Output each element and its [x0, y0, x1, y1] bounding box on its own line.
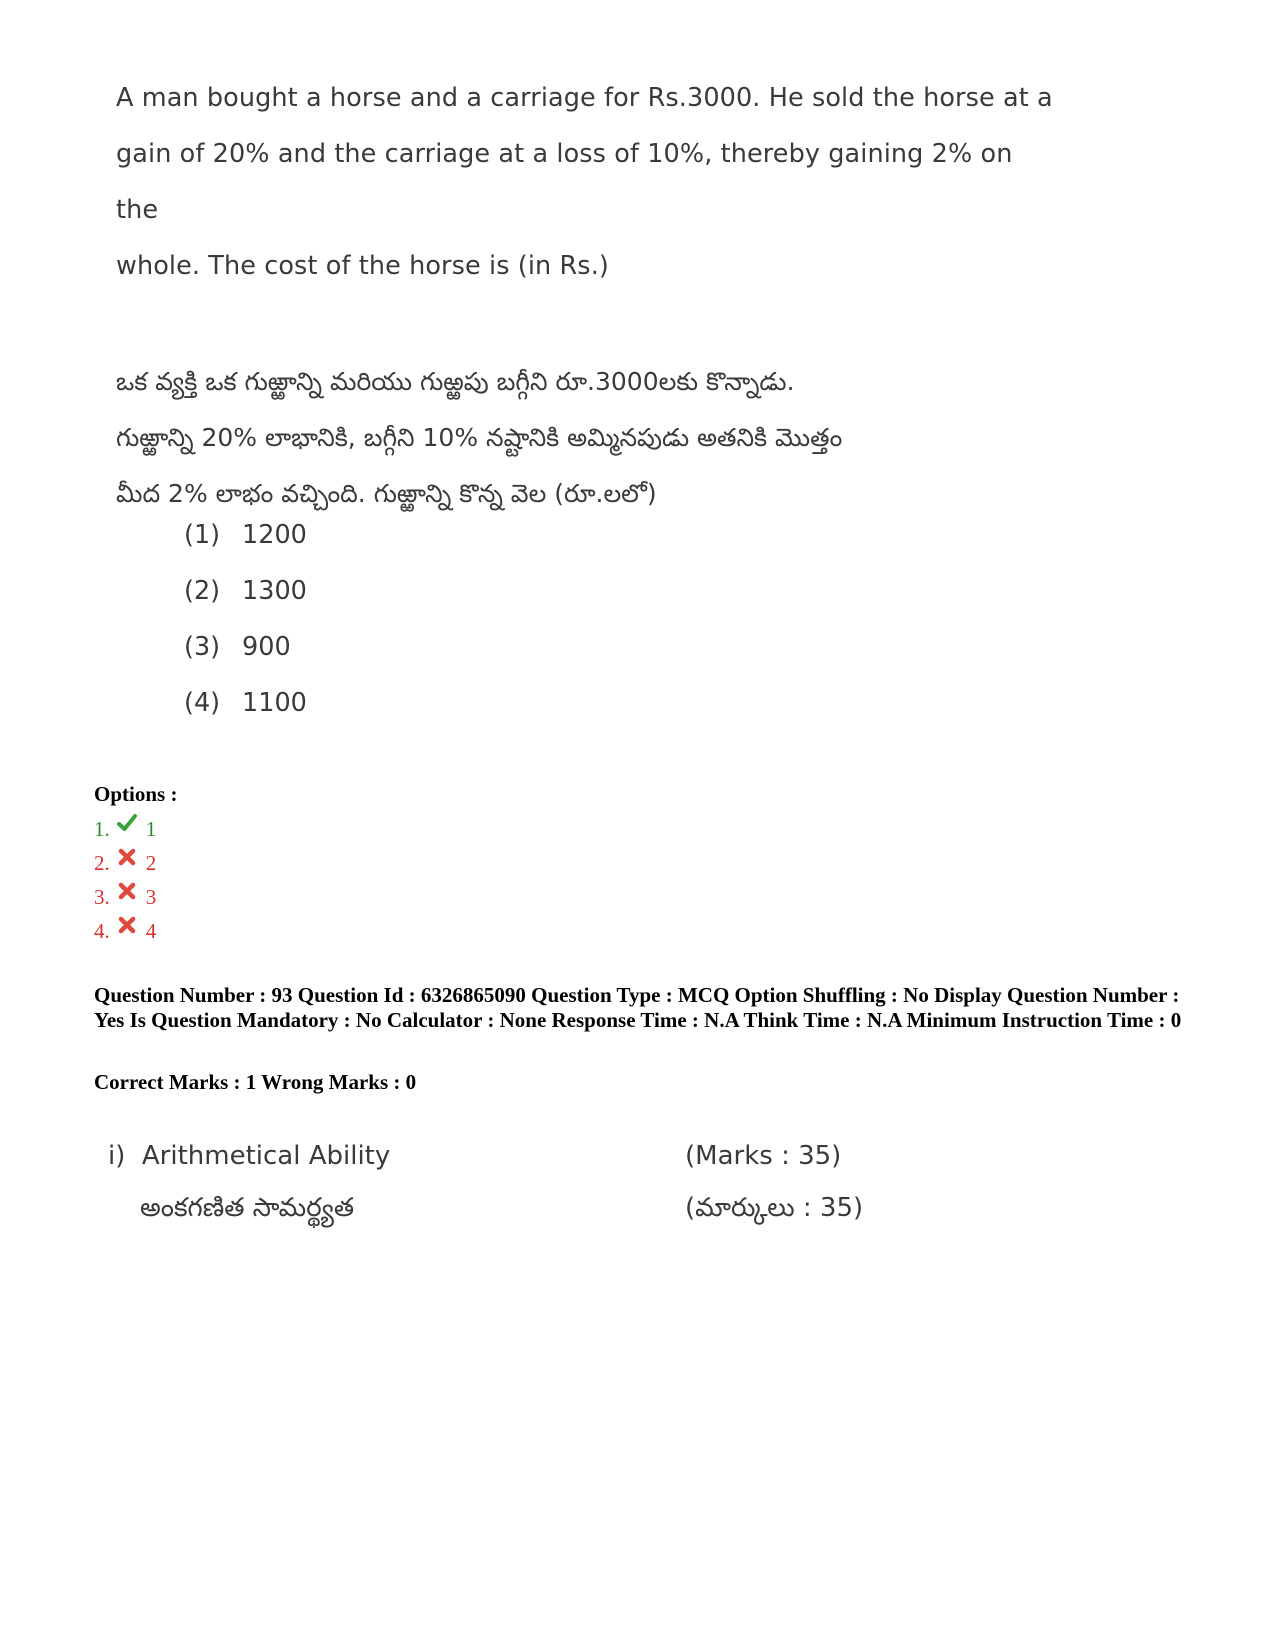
question-line: ఒక వ్యక్తి ఒక గుఱ్ఱాన్ని మరియు గుఱ్ఱపు బగ్గీని రూ.3000లకు కొన్నాడు.	[116, 367, 795, 396]
option-index: 1.	[94, 816, 110, 841]
options-heading: Options :	[94, 782, 178, 806]
option-value: 1	[145, 816, 157, 841]
question-line: gain of 20% and the carriage at a loss of 10%, thereby gaining 2% on the	[116, 139, 1013, 225]
section-label-telugu: అంకగణిత సామర్థ్యత	[140, 1193, 355, 1223]
cross-icon	[116, 846, 138, 868]
section-label-english: i) Arithmetical Ability	[108, 1141, 391, 1171]
choice-item	[184, 576, 307, 632]
marks-info: Correct Marks : 1 Wrong Marks : 0	[94, 1070, 417, 1094]
choice-number: (1)	[184, 520, 221, 550]
question-metadata: Question Number : 93 Question Id : 6326865090 Question Type : MCQ Option Shuffling : No Display Question Number : Yes Is Question Mandatory : No Calculator : None Response Time : N.A Think Time : N.A Minimum Instruction Time : 0	[94, 983, 1182, 1032]
section-marks-telugu: (మార్కులు : 35)	[685, 1193, 864, 1223]
option-value: 3	[145, 884, 157, 909]
choice-item	[184, 632, 307, 688]
option-wrong	[94, 880, 156, 914]
answer-choices	[184, 520, 307, 744]
question-line: A man bought a horse and a carriage for Rs.3000. He sold the horse at a	[116, 83, 1053, 113]
option-index: 3.	[94, 884, 110, 909]
section-marks	[685, 1130, 863, 1234]
option-index: 2.	[94, 850, 110, 875]
option-wrong	[94, 846, 156, 880]
question-line: మీద 2% లాభం వచ్చింది. గుఱ్ఱాన్ని కొన్న వెల (రూ.లలో)	[116, 479, 657, 508]
choice-item	[184, 688, 307, 744]
section-title	[108, 1130, 390, 1234]
choice-value: 900	[242, 632, 291, 662]
option-wrong	[94, 914, 156, 948]
option-index: 4.	[94, 918, 110, 943]
section-marks-english: (Marks : 35)	[685, 1141, 842, 1171]
question-line: గుఱ్ఱాన్ని 20% లాభానికి, బగ్గీని 10% నష్టానికి అమ్మినపుడు అతనికి మొత్తం	[116, 423, 843, 452]
option-value: 2	[145, 850, 157, 875]
choice-item	[184, 520, 307, 576]
choice-value: 1200	[242, 520, 307, 550]
check-icon	[116, 812, 138, 834]
choice-number: (2)	[184, 576, 221, 606]
choice-number: (3)	[184, 632, 221, 662]
question-line: whole. The cost of the horse is (in Rs.)	[116, 251, 609, 281]
choice-number: (4)	[184, 688, 221, 718]
choice-value: 1300	[242, 576, 307, 606]
question-text-english	[116, 70, 1056, 294]
cross-icon	[116, 914, 138, 936]
option-value: 4	[145, 918, 157, 943]
options-list	[94, 812, 156, 948]
option-correct	[94, 812, 156, 846]
question-block	[116, 70, 1056, 522]
choice-value: 1100	[242, 688, 307, 718]
question-text-telugu	[116, 354, 1056, 522]
cross-icon	[116, 880, 138, 902]
